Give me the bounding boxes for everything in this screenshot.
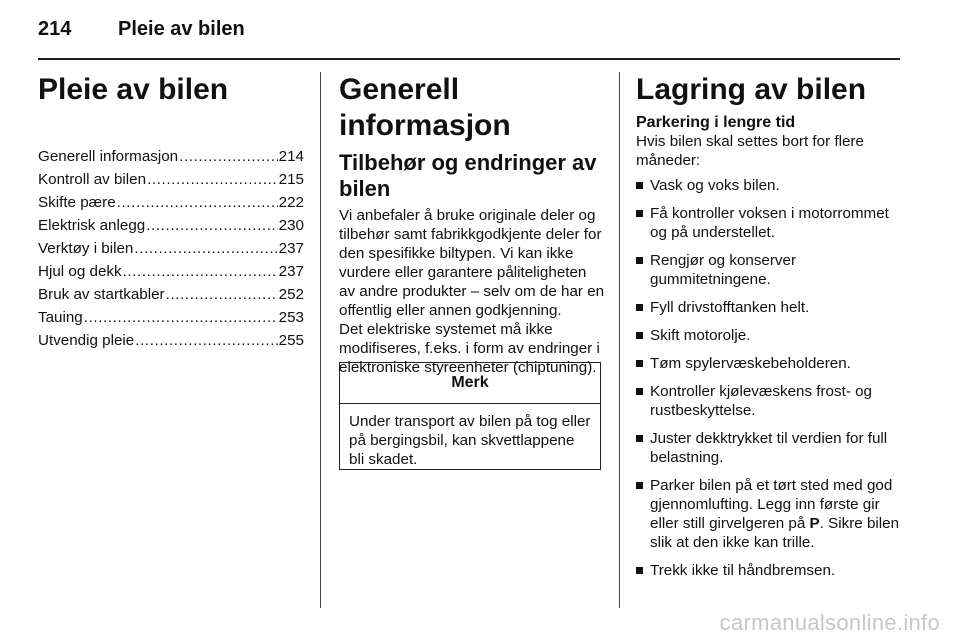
section-subtitle: Parkering i lengre tid bbox=[636, 114, 796, 131]
toc-item[interactable]: Tauing ..... 253 bbox=[38, 306, 304, 329]
list-item: Kontroller kjølevæskens frost- og rustbeskyttelse. bbox=[636, 382, 904, 420]
storage-column bbox=[636, 72, 904, 589]
storage-checklist bbox=[636, 176, 904, 580]
page-number: 214 bbox=[38, 18, 72, 40]
bullet-icon bbox=[636, 388, 643, 395]
section-title: Lagring av bilen bbox=[636, 73, 867, 106]
toc-item[interactable]: Verktøy i bilen ..... 237 bbox=[38, 237, 304, 260]
bullet-icon bbox=[636, 182, 643, 189]
column-divider-1 bbox=[320, 72, 321, 608]
paragraph: Det elektriske systemet må ikke modifiseres, f.eks. i form av endringer i elektroniske styreenheter (chiptuning). bbox=[339, 321, 600, 376]
note-box bbox=[339, 362, 601, 470]
toc-item[interactable]: Bruk av startkabler ..... 252 bbox=[38, 283, 304, 306]
intro-paragraph: Hvis bilen skal settes bort for flere måneder: bbox=[636, 133, 864, 169]
bullet-icon bbox=[636, 257, 643, 264]
section-title: Generell informasjon bbox=[339, 73, 511, 142]
watermark: carmanualsonline.info bbox=[719, 610, 940, 635]
running-header-title: Pleie av bilen bbox=[118, 18, 245, 40]
list-item: Fyll drivstofftanken helt. bbox=[636, 298, 904, 317]
bullet-icon bbox=[636, 482, 643, 489]
list-item: Få kontroller voksen i motorrommet og på understellet. bbox=[636, 204, 904, 242]
toc-item[interactable]: Kontroll av bilen ..... 215 bbox=[38, 168, 304, 191]
toc-item[interactable]: Generell informasjon ..... 214 bbox=[38, 145, 304, 168]
section-subtitle: Tilbehør og endringer av bilen bbox=[339, 150, 597, 201]
list-item: Parker bilen på et tørt sted med god gjennomlufting. Legg inn første gir eller still girvelgeren på P. Sikre bilen slik at den ikke kan trille. bbox=[636, 476, 904, 552]
list-item: Trekk ikke til håndbremsen. bbox=[636, 561, 904, 580]
note-heading: Merk bbox=[340, 363, 600, 404]
table-of-contents bbox=[38, 145, 304, 352]
bullet-icon bbox=[636, 360, 643, 367]
bullet-icon bbox=[636, 567, 643, 574]
note-text: Under transport av bilen på tog eller på bergingsbil, kan skvettlappene bli skadet. bbox=[349, 413, 591, 468]
bullet-icon bbox=[636, 304, 643, 311]
toc-item[interactable]: Utvendig pleie ..... 255 bbox=[38, 329, 304, 352]
bullet-icon bbox=[636, 435, 643, 442]
general-info-column bbox=[339, 72, 605, 377]
list-item: Vask og voks bilen. bbox=[636, 176, 904, 195]
chapter-title: Pleie av bilen bbox=[38, 73, 229, 106]
column-divider-2 bbox=[619, 72, 620, 608]
chapter-column bbox=[38, 72, 304, 352]
toc-item[interactable]: Skifte pære ..... 222 bbox=[38, 191, 304, 214]
list-item: Juster dekktrykket til verdien for full belastning. bbox=[636, 429, 904, 467]
toc-item[interactable]: Hjul og dekk ..... 237 bbox=[38, 260, 304, 283]
paragraph: Vi anbefaler å bruke originale deler og tilbehør samt fabrikkgodkjente deler for den spesifikke biltypen. Vi kan ikke vurdere eller garantere påliteligheten av andre produkter – selv om de har en offentlig eller annen godkjenning. bbox=[339, 207, 605, 319]
toc-item[interactable]: Elektrisk anlegg ..... 230 bbox=[38, 214, 304, 237]
bullet-icon bbox=[636, 332, 643, 339]
list-item: Skift motorolje. bbox=[636, 326, 904, 345]
bullet-icon bbox=[636, 210, 643, 217]
list-item: Tøm spylervæskebeholderen. bbox=[636, 354, 904, 373]
list-item: Rengjør og konserver gummitetningene. bbox=[636, 251, 904, 289]
header-rule bbox=[38, 58, 900, 60]
